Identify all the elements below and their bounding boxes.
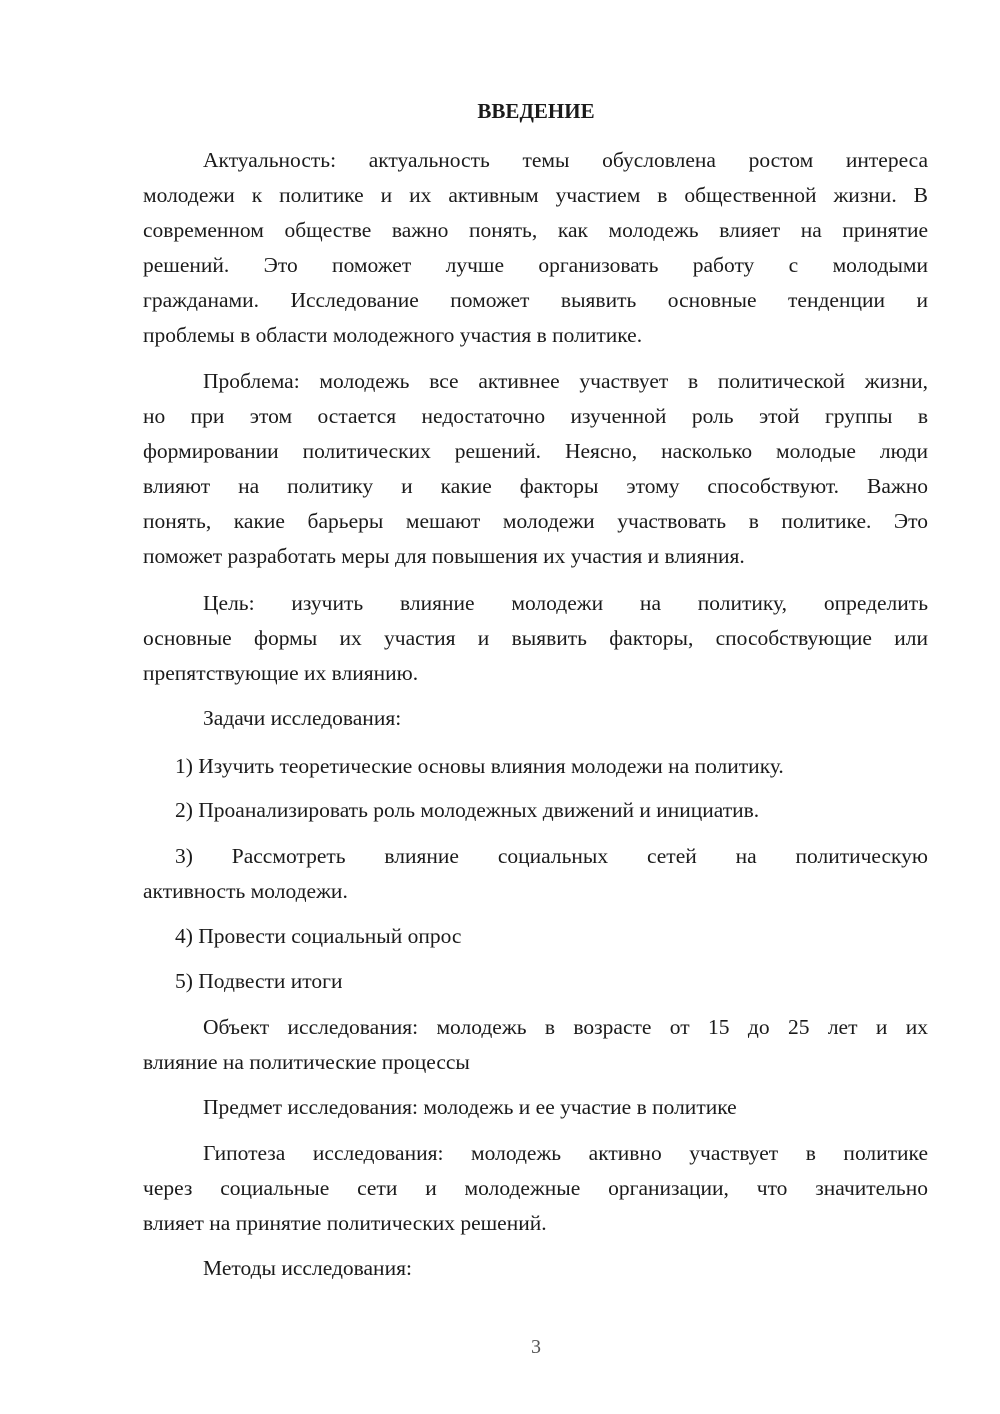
paragraph: [143, 919, 928, 954]
paragraph: [143, 839, 928, 909]
paragraph: [143, 1251, 928, 1286]
text-line: влияют на политику и какие факторы этому способствуют. Важно: [143, 474, 928, 498]
text-line: Методы исследования:: [203, 1256, 412, 1280]
text-line: 2) Проанализировать роль молодежных движений и инициатив.: [175, 798, 760, 822]
text-line: поможет разработать меры для повышения их участия и влияния.: [143, 544, 745, 568]
text-line: Проблема: молодежь все активнее участвует в политической жизни,: [203, 369, 928, 393]
text-line: решений. Это поможет лучше организовать работу с молодыми: [143, 253, 928, 277]
paragraph: [143, 793, 928, 828]
text-line: основные формы их участия и выявить факторы, способствующие или: [143, 626, 928, 650]
text-line: активность молодежи.: [143, 879, 348, 903]
paragraph: [143, 749, 928, 784]
text-line: Гипотеза исследования: молодежь активно участвует в политике: [203, 1141, 928, 1165]
section-title: ВВЕДЕНИЕ: [477, 99, 595, 123]
text-line: 1) Изучить теоретические основы влияния молодежи на политику.: [175, 754, 784, 778]
text-line: Задачи исследования:: [203, 706, 402, 730]
text-line: Предмет исследования: молодежь и ее участие в политике: [203, 1095, 737, 1119]
paragraph: [143, 143, 928, 353]
text-line: через социальные сети и молодежные организации, что значительно: [143, 1176, 928, 1200]
text-line: понять, какие барьеры мешают молодежи участвовать в политике. Это: [143, 509, 928, 533]
text-line: гражданами. Исследование поможет выявить основные тенденции и: [143, 288, 928, 312]
paragraph: [143, 1090, 928, 1125]
text-line: но при этом остается недостаточно изученной роль этой группы в: [143, 404, 928, 428]
text-line: 5) Подвести итоги: [175, 969, 343, 993]
text-line: формировании политических решений. Неясно, насколько молодые люди: [143, 439, 928, 463]
paragraph: [143, 364, 928, 574]
text-line: препятствующие их влиянию.: [143, 661, 419, 685]
text-line: влияет на принятие политических решений.: [143, 1211, 547, 1235]
paragraph: [143, 1136, 928, 1241]
text-line: молодежи к политике и их активным участием в общественной жизни. В: [143, 183, 928, 207]
paragraph: [143, 1010, 928, 1080]
text-line: 3) Рассмотреть влияние социальных сетей на политическую: [175, 844, 928, 868]
text-line: Актуальность: актуальность темы обусловлена ростом интереса: [203, 148, 928, 172]
text-line: современном обществе важно понять, как молодежь влияет на принятие: [143, 218, 928, 242]
text-line: Объект исследования: молодежь в возрасте от 15 до 25 лет и их: [203, 1015, 928, 1039]
paragraph: [143, 586, 928, 691]
text-line: влияние на политические процессы: [143, 1050, 470, 1074]
text-line: проблемы в области молодежного участия в политике.: [143, 323, 643, 347]
paragraph: [143, 701, 928, 736]
text-line: 4) Провести социальный опрос: [175, 924, 462, 948]
paragraph: [143, 964, 928, 999]
text-line: Цель: изучить влияние молодежи на политику, определить: [203, 591, 928, 615]
page-number: 3: [531, 1336, 541, 1358]
